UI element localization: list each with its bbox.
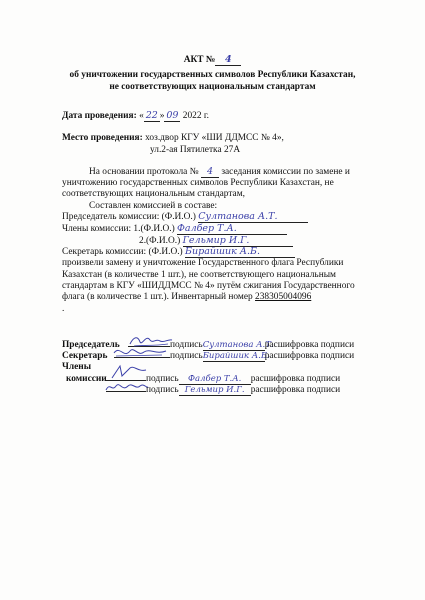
place-row: Место проведения: хоз.двор КГУ «ШИ ДДМСС № 4», (62, 133, 284, 143)
chair-line: Председатель комиссии: (Ф.И.О.) Султанова А.Т. (62, 212, 308, 223)
date-row: Дата проведения: « 22 » 09 2022 г. (62, 110, 210, 121)
member1-line: Члены комиссии: 1.(Ф.И.О.) Фалбер Т.А. (62, 224, 287, 235)
members-role-1: Члены (62, 362, 92, 372)
member2-signature (104, 378, 150, 396)
secretary-name-handwritten: Бирайшик А.Б. (185, 246, 261, 257)
secretary-role: Секретарь (62, 351, 108, 361)
member2-decode: Гельмир И.Г. (184, 385, 245, 395)
chair-decode: Султанова А.Т. (202, 340, 274, 350)
secretary-sign-row: подписьБирайшик А.Б.расшифровка подписи (114, 351, 354, 362)
chair-sign-row: подписьСултанова А.Т.расшифровка подписи (128, 340, 354, 351)
composition-line: Составлен комиссией в составе: (89, 201, 218, 211)
member1-name-handwritten: Фалбер Т.А. (177, 223, 237, 234)
chair-name-handwritten: Султанова А.Т. (198, 211, 278, 222)
p1-line-3: соответствующих национальным стандартам, (62, 189, 245, 199)
protocol-number: 4 (206, 166, 213, 177)
member2-name-handwritten: Гельмир И.Г. (182, 235, 250, 246)
secretary-line: Секретарь комиссии: (Ф.И.О.) Бирайшик А.Б. (62, 247, 295, 258)
date-month: 09 (166, 110, 179, 121)
title-line-2: не соответствующих национальным стандартам (109, 82, 316, 92)
member2-line: 2.(Ф.И.О.) Гельмир И.Г. (139, 236, 293, 247)
trailing-dot: . (62, 304, 65, 314)
chair-role: Председатель (62, 340, 120, 350)
act-number-handwritten: 4 (224, 54, 232, 65)
protocol-line: На основании протокола № 4 заседания комиссии по замене и (89, 166, 350, 177)
p2-line-1: произвели замену и уничтожение Государственного флага Республики (62, 258, 344, 268)
members-role-2: комиссии (66, 374, 107, 384)
member1-decode: Фалбер Т.А. (187, 374, 242, 384)
p2-line-4: флага (в количестве 1 шт.). Инвентарный номер 238305004096 (62, 292, 312, 302)
member1-sign-row: подпись Фалбер Т.А. расшифровка подписи (106, 374, 340, 385)
place-line-2: ул.2-ая Пятилетка 27А (150, 145, 241, 155)
inventory-number: 238305004096 (255, 292, 312, 302)
secretary-decode: Бирайшик А.Б. (202, 351, 270, 361)
p1-line-2: уничтожению государственных символов Республики Казахстан, не (62, 178, 334, 188)
secretary-signature (112, 343, 168, 361)
act-title: АКТ № 4 (0, 55, 425, 66)
member2-sign-row: подпись Гельмир И.Г. расшифровка подписи (106, 385, 340, 396)
date-day: 22 (145, 110, 158, 121)
p2-line-3: стандартам в КГУ «ШИДДМСС № 4» путём сжигания Государственного (62, 281, 355, 291)
title-line-1: об уничтожении государственных символов Республики Казахстан, (69, 70, 356, 80)
p2-line-2: Казахстан (в количестве 1 шт.), не соответствующего национальным (62, 270, 336, 280)
